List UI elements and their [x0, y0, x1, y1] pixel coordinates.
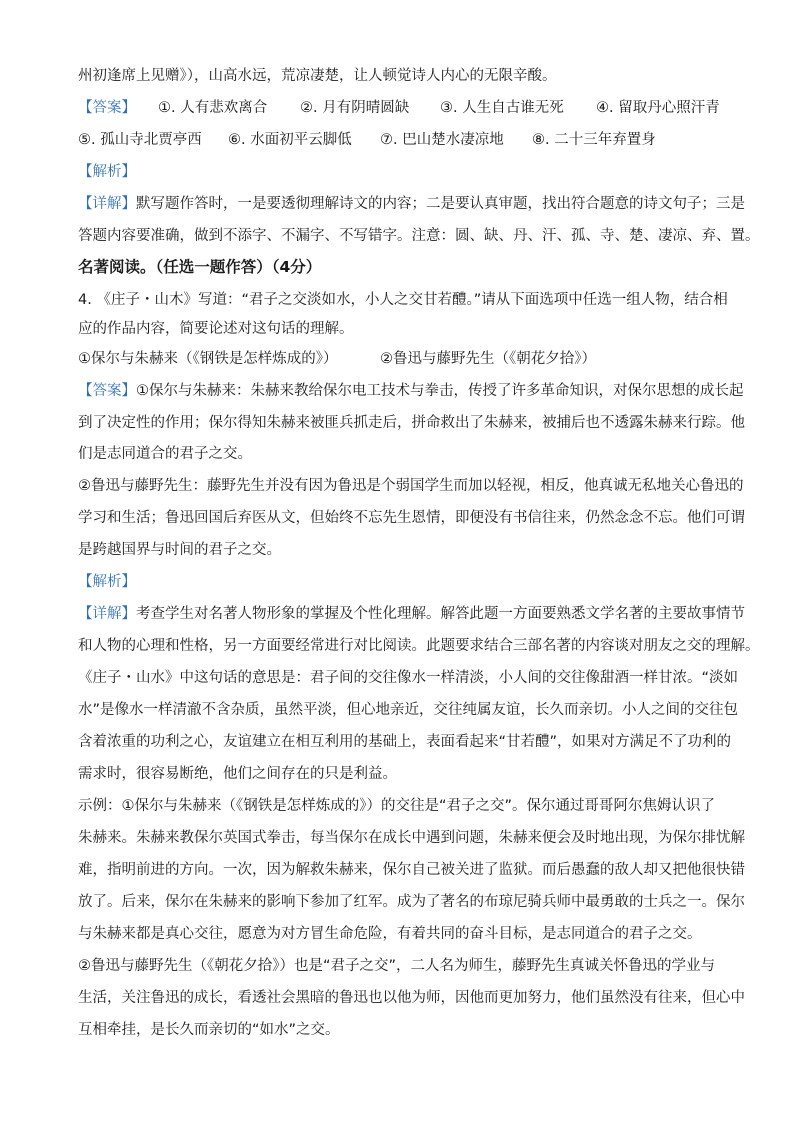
- text-line: 是跨越国界与时间的君子之交。: [78, 542, 281, 558]
- section-heading: 名著阅读。（任选一题作答）（4分）: [78, 258, 322, 276]
- answer-item: ⑤. 孤山寺北贾亭西: [78, 132, 202, 148]
- text-line: ②鲁迅与藤野先生（《朝花夕拾》）也是“君子之交”，二人名为师生，藤野先生真诚关怀鲁迅的学业与: [78, 958, 716, 974]
- text-line: 们是志同道合的君子之交。: [78, 446, 252, 462]
- analysis-label: 【解析】: [78, 574, 136, 590]
- detail-label: 【详解】: [78, 196, 136, 212]
- text-line: 需求时，很容易断绝，他们之间存在的只是利益。: [78, 766, 397, 782]
- text-line: 含着浓重的功利之心，友谊建立在相互利用的基础上，表面看起来“甘若醴”，如果对方满足不了功利的: [78, 734, 732, 750]
- answer-item: ①. 人有悲欢离合: [158, 100, 268, 116]
- text-line: ②鲁迅与藤野先生：藤野先生并没有因为鲁迅是个弱国学生而加以轻视，相反，他真诚无私地关心鲁迅的: [78, 478, 744, 494]
- detail-label: 【详解】: [78, 606, 136, 622]
- answer-label: 【答案】: [78, 100, 136, 116]
- option-1: ①保尔与朱赫来（《钢铁是怎样炼成的》）: [78, 351, 338, 367]
- detail-paragraph: 【详解】考查学生对名著人物形象的掌握及个性化理解。解答此题一方面要熟悉文学名著的主要故事情节: [78, 606, 745, 622]
- text-line: 州初逢席上见赠》），山高水远，荒凉凄楚，让人顿觉诗人内心的无限辛酸。: [78, 68, 557, 84]
- text-line: 示例：①保尔与朱赫来（《钢铁是怎样炼成的》）的交往是“君子之交”。保尔通过哥哥阿尔焦姆认识了: [78, 798, 716, 814]
- answer-item: ⑦. 巴山楚水凄凉地: [380, 132, 504, 148]
- text-line: 与朱赫来都是真心交往，愿意为对方冒生命危险，有着共同的奋斗目标，是志同道合的君子之交。: [78, 926, 702, 942]
- option-2: ②鲁迅与藤野先生（《朝花夕拾》）: [380, 351, 596, 367]
- text-line: 《庄子・山水》中这句话的意思是：君子间的交往像水一样清淡，小人间的交往像甜酒一样甘浓。“淡如: [78, 670, 739, 686]
- text-line: 朱赫来。朱赫来教保尔英国式拳击，每当保尔在成长中遇到问题，朱赫来便会及时地出现，为保尔排忧解: [78, 830, 745, 846]
- text-line: 答题内容要准确，做到不添字、不漏字、不写错字。注意：圆、缺、丹、汗、孤、寺、楚、凄凉、弃、置。: [78, 228, 760, 244]
- answer-item: ⑥. 水面初平云脚低: [228, 132, 352, 148]
- text-line: 生活，关注鲁迅的成长，看透社会黑暗的鲁迅也以他为师，因他而更加努力，他们虽然没有往来，但心中: [78, 990, 745, 1006]
- question-text: 4. 《庄子・山木》写道：“君子之交淡如水，小人之交甘若醴。”请从下面选项中任选一组人物，结合相: [78, 292, 728, 308]
- answer-label: 【答案】: [78, 383, 136, 399]
- text-line: 到了决定性的作用；保尔得知朱赫来被匪兵抓走后，拼命救出了朱赫来，被捕后也不透露朱赫来行踪。他: [78, 415, 745, 431]
- answer-item: ⑧. 二十三年弃置身: [532, 132, 656, 148]
- text-line: 互相牵挂，是长久而亲切的“如水”之交。: [78, 1022, 340, 1038]
- text-line: 学习和生活；鲁迅回国后弃医从文，但始终不忘先生恩情，即便没有书信往来，仍然念念不忘。他们可谓: [78, 510, 745, 526]
- question-text: 应的作品内容，简要论述对这句话的理解。: [78, 321, 354, 337]
- text-line: 放了。后来，保尔在朱赫来的影响下参加了红军。成为了著名的布琼尼骑兵师中最勇敢的士兵之一。保尔: [78, 894, 745, 910]
- detail-paragraph: 【详解】默写题作答时，一是要透彻理解诗文的内容；二是要认真审题，找出符合题意的诗文句子；三是: [78, 196, 745, 212]
- text-line: 水”是像水一样清澈不含杂质，虽然平淡，但心地亲近，交往纯属友谊，长久而亲切。小人之间的交往包: [78, 702, 739, 718]
- text-line: 和人物的心理和性格，另一方面要经常进行对比阅读。此题要求结合三部名著的内容谈对朋友之交的理解。: [78, 638, 760, 654]
- text-line: 难，指明前进的方向。一次，因为解救朱赫来，保尔自己被关进了监狱。而后愚蠢的敌人却又把他很快错: [78, 862, 745, 878]
- answer-item: ④. 留取丹心照汗青: [596, 100, 720, 116]
- answer-item: ②. 月有阴晴圆缺: [300, 100, 410, 116]
- answer-item: ③. 人生自古谁无死: [440, 100, 564, 116]
- analysis-label: 【解析】: [78, 164, 136, 180]
- answer-paragraph: 【答案】①保尔与朱赫来：朱赫来教给保尔电工技术与拳击，传授了许多革命知识，对保尔思想的成长起: [78, 383, 744, 399]
